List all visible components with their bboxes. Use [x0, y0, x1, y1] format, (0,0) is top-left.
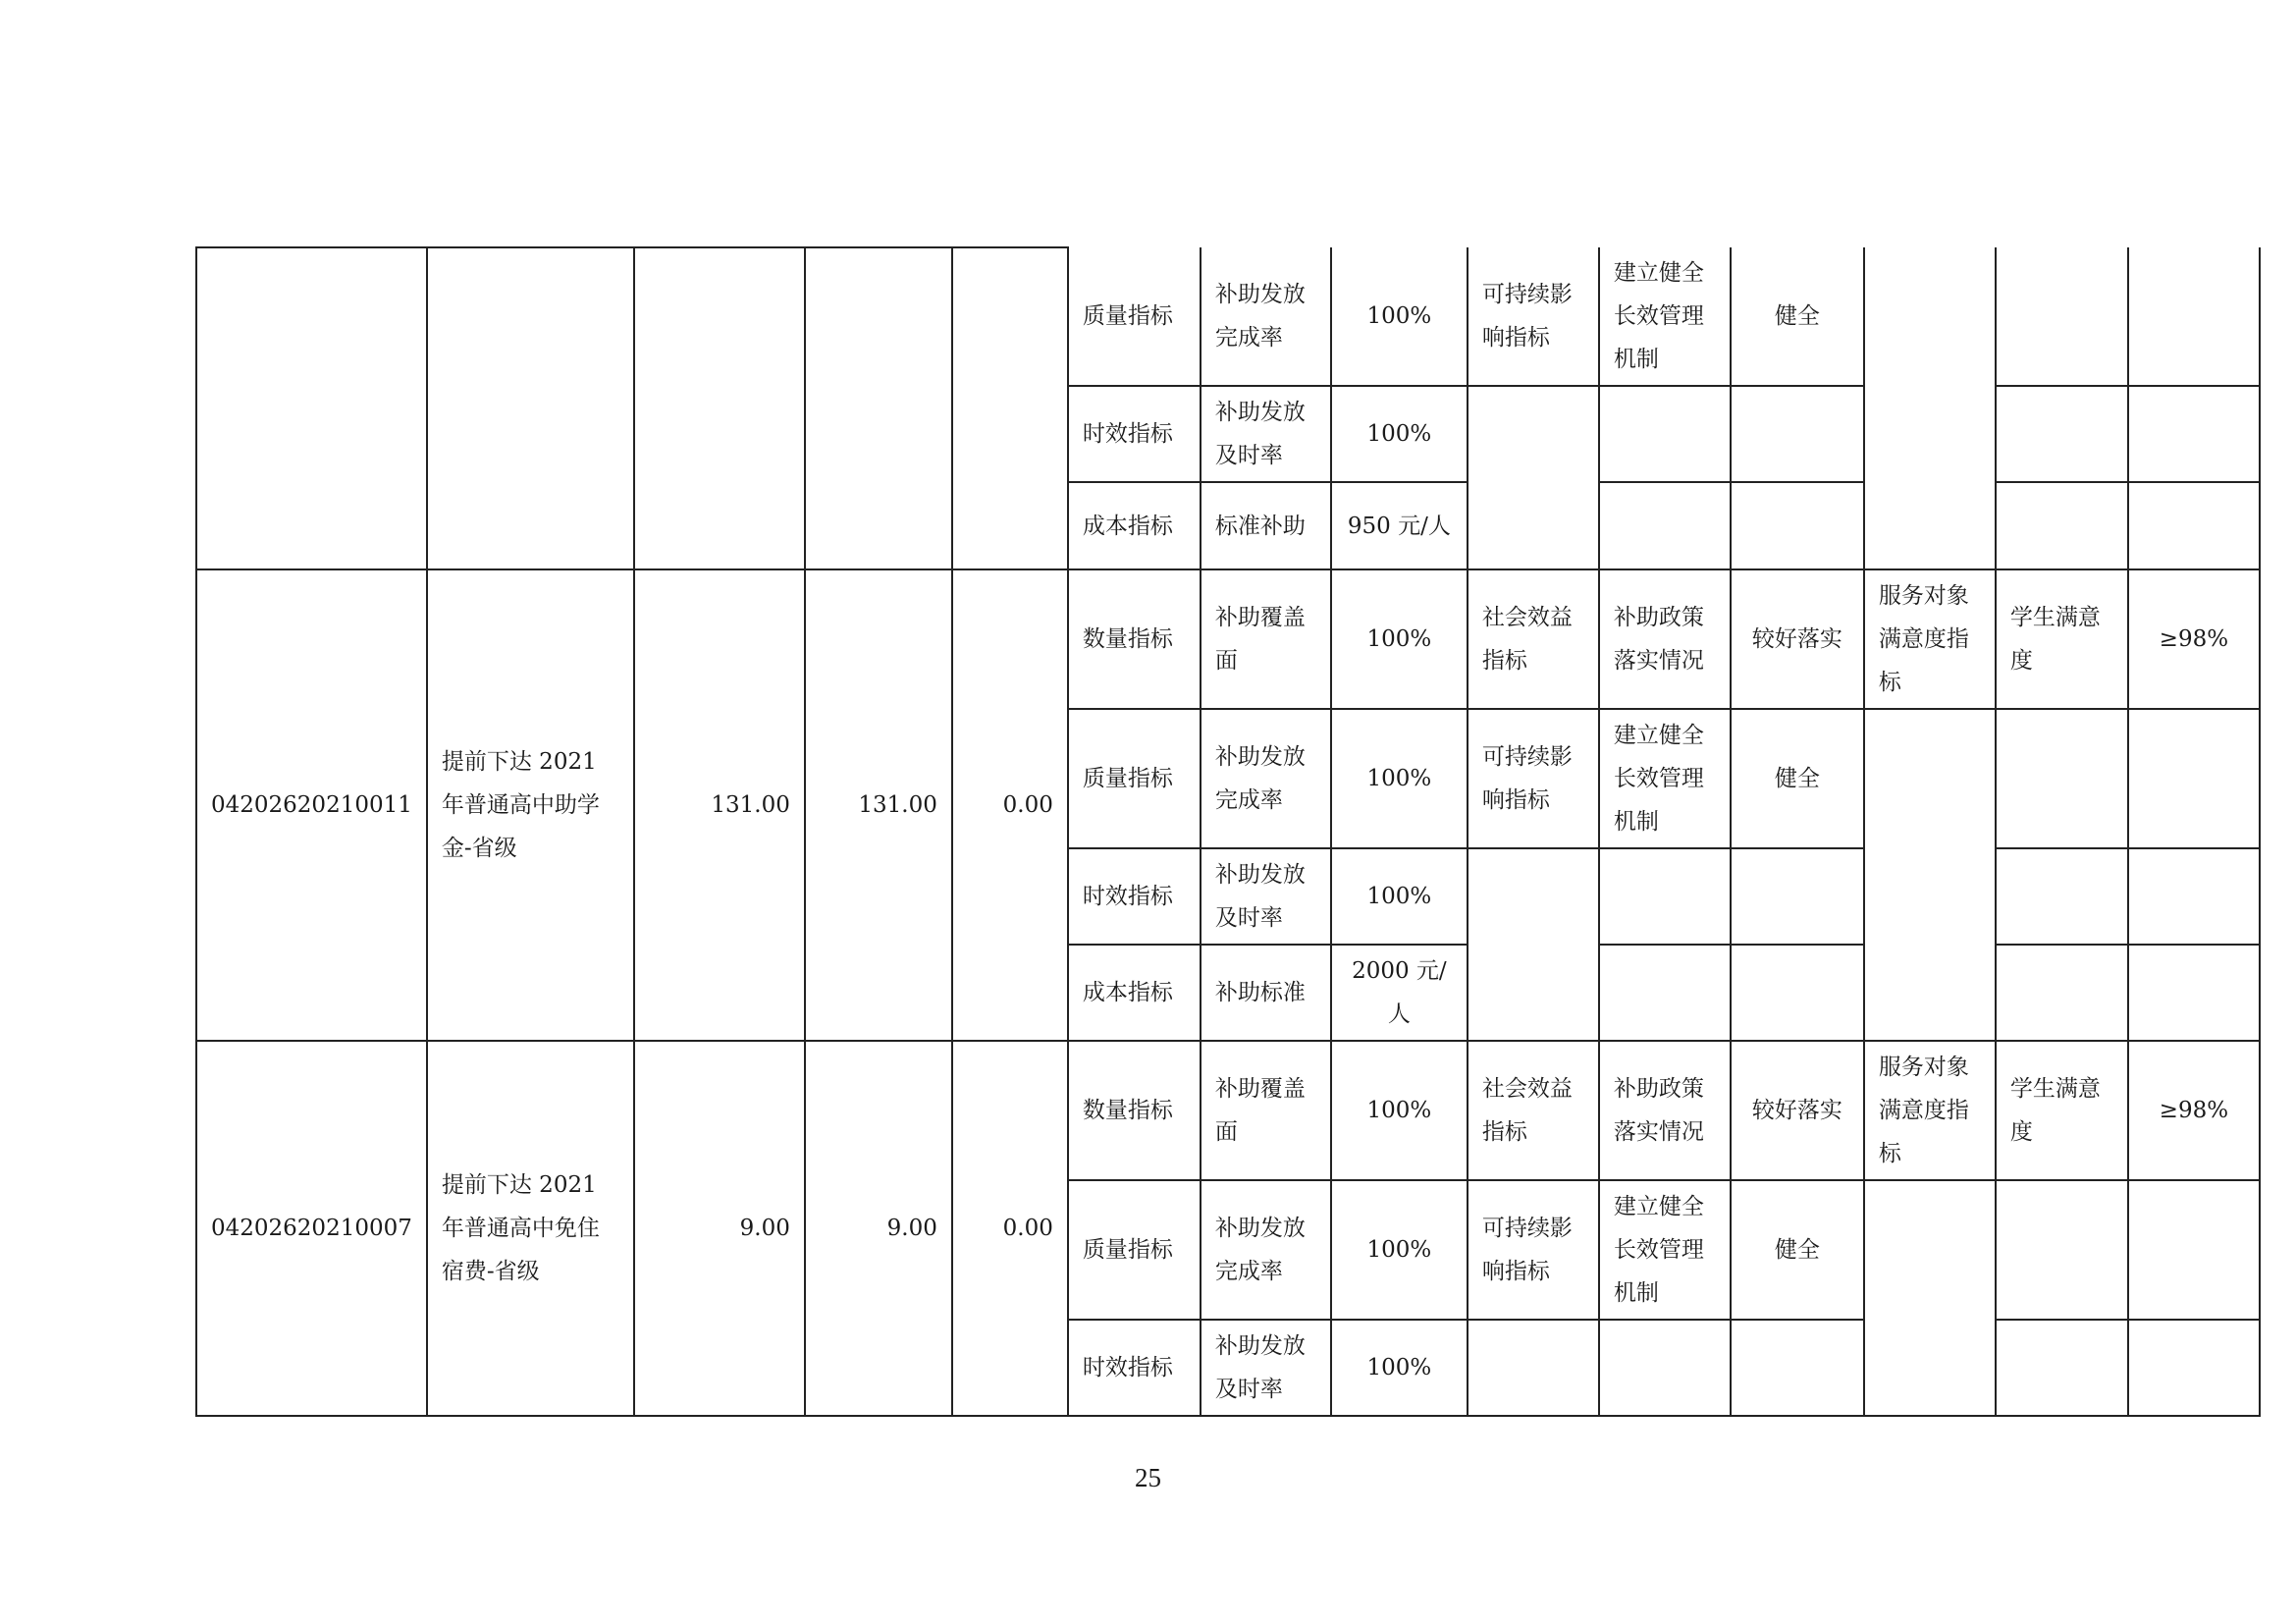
amount-cell: 0.00	[952, 569, 1068, 1041]
effect-value-cell	[1731, 386, 1864, 482]
satisfaction-type-cell: 服务对象满意度指标	[1864, 1041, 1996, 1180]
amount-cell	[634, 247, 805, 569]
satisfaction-value-cell	[2128, 482, 2260, 569]
effect-value-cell: 健全	[1731, 709, 1864, 848]
effect-value-cell	[1731, 848, 1864, 945]
satisfaction-name-cell	[1996, 1320, 2128, 1416]
satisfaction-name-cell	[1996, 386, 2128, 482]
indicator-name-cell: 补助发放完成率	[1201, 247, 1331, 386]
effect-name-cell	[1599, 1320, 1731, 1416]
indicator-type-cell: 数量指标	[1068, 1041, 1201, 1180]
effect-name-cell	[1599, 386, 1731, 482]
effect-type-cell	[1468, 848, 1599, 1041]
indicator-value-cell: 100%	[1331, 1320, 1468, 1416]
effect-value-cell: 健全	[1731, 247, 1864, 386]
satisfaction-name-cell	[1996, 482, 2128, 569]
amount-cell: 9.00	[634, 1041, 805, 1416]
satisfaction-value-cell	[2128, 848, 2260, 945]
satisfaction-type-cell	[1864, 709, 1996, 1041]
satisfaction-name-cell	[1996, 1180, 2128, 1320]
effect-name-cell	[1599, 482, 1731, 569]
amount-cell	[805, 247, 952, 569]
effect-type-cell: 可持续影响指标	[1468, 709, 1599, 848]
satisfaction-type-cell	[1864, 247, 1996, 569]
project-name-cell	[427, 247, 634, 569]
satisfaction-value-cell: ≥98%	[2128, 569, 2260, 709]
indicator-value-cell: 100%	[1331, 848, 1468, 945]
amount-cell: 0.00	[952, 1041, 1068, 1416]
indicator-type-cell: 质量指标	[1068, 1180, 1201, 1320]
effect-value-cell	[1731, 1320, 1864, 1416]
satisfaction-value-cell	[2128, 1320, 2260, 1416]
indicator-value-cell: 100%	[1331, 1180, 1468, 1320]
indicator-value-cell: 100%	[1331, 247, 1468, 386]
indicator-name-cell: 补助发放及时率	[1201, 386, 1331, 482]
effect-type-cell: 可持续影响指标	[1468, 247, 1599, 386]
effect-value-cell	[1731, 945, 1864, 1041]
indicator-type-cell: 数量指标	[1068, 569, 1201, 709]
satisfaction-value-cell	[2128, 1180, 2260, 1320]
satisfaction-name-cell: 学生满意度	[1996, 1041, 2128, 1180]
satisfaction-value-cell	[2128, 945, 2260, 1041]
project-code-cell: 04202620210011	[196, 569, 427, 1041]
effect-value-cell: 较好落实	[1731, 1041, 1864, 1180]
effect-value-cell	[1731, 482, 1864, 569]
table-row	[196, 1041, 2260, 1180]
indicator-name-cell: 补助覆盖面	[1201, 1041, 1331, 1180]
satisfaction-type-cell: 服务对象满意度指标	[1864, 569, 1996, 709]
satisfaction-value-cell	[2128, 709, 2260, 848]
effect-type-cell: 社会效益指标	[1468, 569, 1599, 709]
indicator-type-cell: 质量指标	[1068, 247, 1201, 386]
table-row	[196, 569, 2260, 709]
page-number: 25	[1135, 1463, 1161, 1492]
satisfaction-value-cell	[2128, 247, 2260, 386]
satisfaction-name-cell	[1996, 848, 2128, 945]
indicator-value-cell: 100%	[1331, 386, 1468, 482]
effect-type-cell: 社会效益指标	[1468, 1041, 1599, 1180]
indicator-type-cell: 成本指标	[1068, 482, 1201, 569]
amount-cell: 131.00	[805, 569, 952, 1041]
effect-value-cell: 较好落实	[1731, 569, 1864, 709]
amount-cell: 131.00	[634, 569, 805, 1041]
satisfaction-name-cell	[1996, 709, 2128, 848]
effect-value-cell: 健全	[1731, 1180, 1864, 1320]
effect-name-cell: 建立健全长效管理机制	[1599, 709, 1731, 848]
indicator-type-cell: 时效指标	[1068, 1320, 1201, 1416]
effect-type-cell	[1468, 386, 1599, 569]
effect-name-cell	[1599, 945, 1731, 1041]
indicator-value-cell: 950 元/人	[1331, 482, 1468, 569]
indicator-name-cell: 补助覆盖面	[1201, 569, 1331, 709]
effect-name-cell: 建立健全长效管理机制	[1599, 1180, 1731, 1320]
indicator-name-cell: 补助发放及时率	[1201, 848, 1331, 945]
indicator-type-cell: 时效指标	[1068, 386, 1201, 482]
satisfaction-name-cell	[1996, 247, 2128, 386]
satisfaction-name-cell: 学生满意度	[1996, 569, 2128, 709]
effect-type-cell	[1468, 1320, 1599, 1416]
indicator-value-cell: 2000 元/人	[1331, 945, 1468, 1041]
indicator-value-cell: 100%	[1331, 709, 1468, 848]
satisfaction-value-cell: ≥98%	[2128, 1041, 2260, 1180]
amount-cell	[952, 247, 1068, 569]
indicator-type-cell: 成本指标	[1068, 945, 1201, 1041]
performance-table	[195, 246, 2261, 1417]
indicator-name-cell: 补助发放完成率	[1201, 1180, 1331, 1320]
indicator-type-cell: 时效指标	[1068, 848, 1201, 945]
indicator-type-cell: 质量指标	[1068, 709, 1201, 848]
indicator-name-cell: 标准补助	[1201, 482, 1331, 569]
satisfaction-type-cell	[1864, 1180, 1996, 1416]
project-name-cell: 提前下达 2021 年普通高中助学金-省级	[427, 569, 634, 1041]
indicator-name-cell: 补助标准	[1201, 945, 1331, 1041]
project-code-cell: 04202620210007	[196, 1041, 427, 1416]
indicator-value-cell: 100%	[1331, 1041, 1468, 1180]
indicator-name-cell: 补助发放完成率	[1201, 709, 1331, 848]
effect-name-cell	[1599, 848, 1731, 945]
project-code-cell	[196, 247, 427, 569]
effect-name-cell: 补助政策落实情况	[1599, 1041, 1731, 1180]
effect-name-cell: 建立健全长效管理机制	[1599, 247, 1731, 386]
table-row	[196, 247, 2260, 386]
effect-type-cell: 可持续影响指标	[1468, 1180, 1599, 1320]
amount-cell: 9.00	[805, 1041, 952, 1416]
indicator-name-cell: 补助发放及时率	[1201, 1320, 1331, 1416]
satisfaction-name-cell	[1996, 945, 2128, 1041]
effect-name-cell: 补助政策落实情况	[1599, 569, 1731, 709]
project-name-cell: 提前下达 2021 年普通高中免住宿费-省级	[427, 1041, 634, 1416]
satisfaction-value-cell	[2128, 386, 2260, 482]
indicator-value-cell: 100%	[1331, 569, 1468, 709]
